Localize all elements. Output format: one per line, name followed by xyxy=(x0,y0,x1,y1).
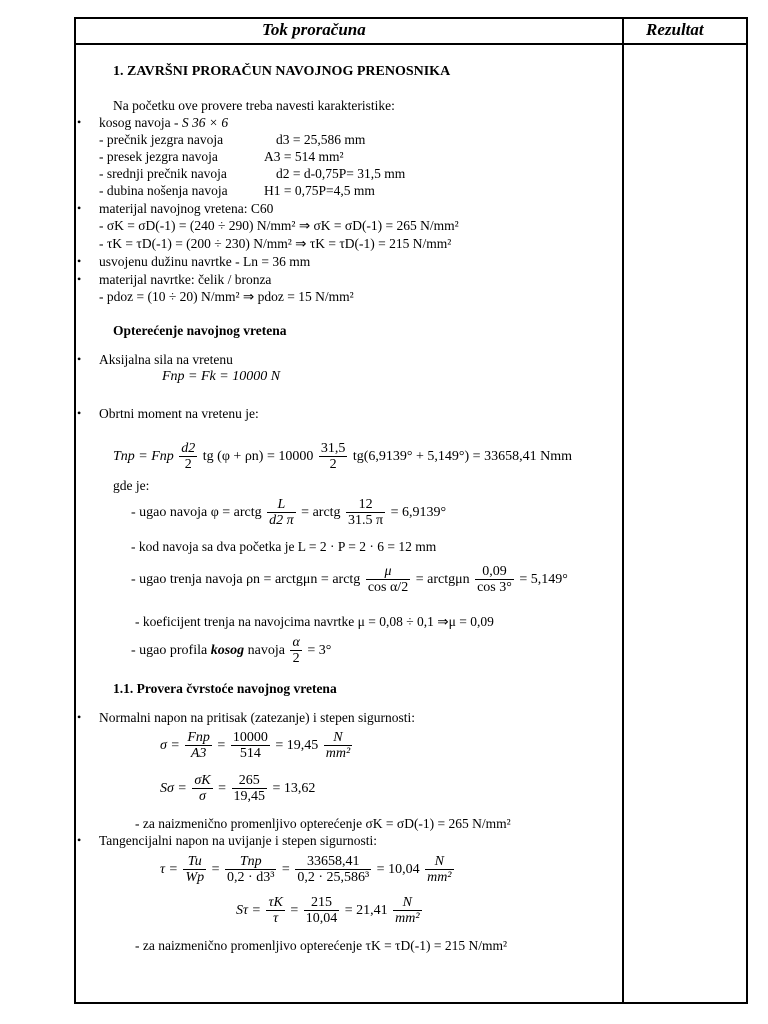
profile-angle-line: - ugao profila kosog navoja $\frac{\alpha}{2}$ = 3° xyxy=(131,635,332,667)
torque-equation: Tnp = Fnp $\frac{d2}{2}$ tg (φ + ρn) = 10000 $\frac{31,5}{2}$ tg(6,9139° + 5,149°) = 33658,41 Nmm xyxy=(113,441,572,473)
where-label: gde je: xyxy=(113,478,150,493)
bullet-icon: • xyxy=(77,254,82,268)
thread-angle-equation: - ugao navoja φ = arctg $\frac{L}{d2 \pi}$ = arctg $\frac{12}{31.5 \pi}$ = 6,9139° xyxy=(131,497,447,529)
header-divider xyxy=(74,43,748,45)
column-divider xyxy=(622,17,624,1004)
column-header-calculation: Tok proračuna xyxy=(262,20,366,39)
sigma-limit: - σK = σD(-1) = (240 ÷ 290) N/mm² ⇒ σK = σD(-1) = 265 N/mm² xyxy=(99,218,459,233)
bullet-icon: • xyxy=(77,710,82,724)
tau-limit: - τK = τD(-1) = (200 ÷ 230) N/mm² ⇒ τK = τD(-1) = 215 N/mm² xyxy=(99,236,452,251)
sigma-safety-equation: Sσ = $\frac{\sigma K}{\sigma}$ = $\frac{265}{19,45}$ = 13,62 xyxy=(160,773,316,805)
core-diameter-value: d3 = 25,586 mm xyxy=(276,132,366,147)
normal-stress-label: Normalni napon na pritisak (zatezanje) i stepen sigurnosti: xyxy=(99,710,416,725)
core-area-value: A3 = 514 mm² xyxy=(264,149,344,164)
thread-line: kosog navoja - S 36 × 6 xyxy=(99,115,229,130)
intro-text: Na početku ove provere treba navesti karakteristike: xyxy=(113,98,395,113)
axial-force-label: Aksijalna sila na vretenu xyxy=(99,352,233,367)
bullet-icon: • xyxy=(77,352,82,366)
pdoz-line: - pdoz = (10 ÷ 20) N/mm² ⇒ pdoz = 15 N/mm² xyxy=(99,289,354,304)
torque-label: Obrtni moment na vretenu je: xyxy=(99,406,259,421)
bullet-icon: • xyxy=(77,272,82,286)
load-title: Opterećenje navojnog vretena xyxy=(113,323,287,338)
nut-length: usvojenu dužinu navrtke - Ln = 36 mm xyxy=(99,254,311,269)
alternating-load-sigma: - za naizmenično promenljivo opterećenje σK = σD(-1) = 265 N/mm² xyxy=(135,816,511,831)
tangential-stress-label: Tangencijalni napon na uvijanje i stepen sigurnosti: xyxy=(99,833,377,848)
bullet-icon: • xyxy=(77,115,82,129)
column-header-result: Rezultat xyxy=(646,20,704,39)
depth-label: - dubina nošenja navoja xyxy=(99,183,228,198)
depth-value: H1 = 0,75P=4,5 mm xyxy=(264,183,375,198)
core-diameter-label: - prečnik jezgra navoja xyxy=(99,132,224,147)
bullet-icon: • xyxy=(77,201,82,215)
bullet-icon: • xyxy=(77,406,82,420)
mean-diameter-value: d2 = d-0,75P= 31,5 mm xyxy=(276,166,406,181)
screw-material: materijal navojnog vretena: C60 xyxy=(99,201,274,216)
friction-coefficient: - koeficijent trenja na navojcima navrtke μ = 0,08 ÷ 0,1 ⇒μ = 0,09 xyxy=(135,614,494,629)
tau-safety-equation: Sτ = $\frac{\tau K}{\tau}$ = $\frac{215}{10,04}$ = 21,41 $\frac{N}{\text{mm²}}$ xyxy=(236,895,420,927)
friction-angle-equation: - ugao trenja navoja ρn = arctgμn = arctg $\frac{\mu}{\text{cos α/2}}$ = arctgμn $\frac{0,09}{\cos 3^\circ}$ = 5,149° xyxy=(131,564,568,596)
tau-equation: τ = $\frac{Tu}{Wp}$ = $\frac{\text{Tnp}}{\text{0,2 · d3³}}$ = $\frac{33658,41}{\text{0,2 · 25,586³}}$ = 10,04 $\frac{N}{\text{mm²}}$ xyxy=(160,854,452,886)
alternating-load-tau: - za naizmenično promenljivo opterećenje τK = τD(-1) = 215 N/mm² xyxy=(135,938,508,953)
section-title: 1. ZAVRŠNI PRORAČUN NAVOJNOG PRENOSNIKA xyxy=(113,64,451,79)
two-start-thread: - kod navoja sa dva početka je L = 2 · P = 2 · 6 = 12 mm xyxy=(131,539,437,554)
axial-force-equation: Fnp = Fk = 10000 N xyxy=(162,369,281,384)
nut-material: materijal navrtke: čelik / bronza xyxy=(99,272,272,287)
bullet-icon: • xyxy=(77,833,82,847)
check-title: 1.1. Provera čvrstoće navojnog vretena xyxy=(113,681,337,696)
core-area-label: - presek jezgra navoja xyxy=(99,149,218,164)
mean-diameter-label: - srednji prečnik navoja xyxy=(99,166,227,181)
sigma-equation: σ = $\frac{\text{Fnp}}{A3}$ = $\frac{10000}{514}$ = 19,45 $\frac{N}{\text{mm²}}$ xyxy=(160,730,351,762)
